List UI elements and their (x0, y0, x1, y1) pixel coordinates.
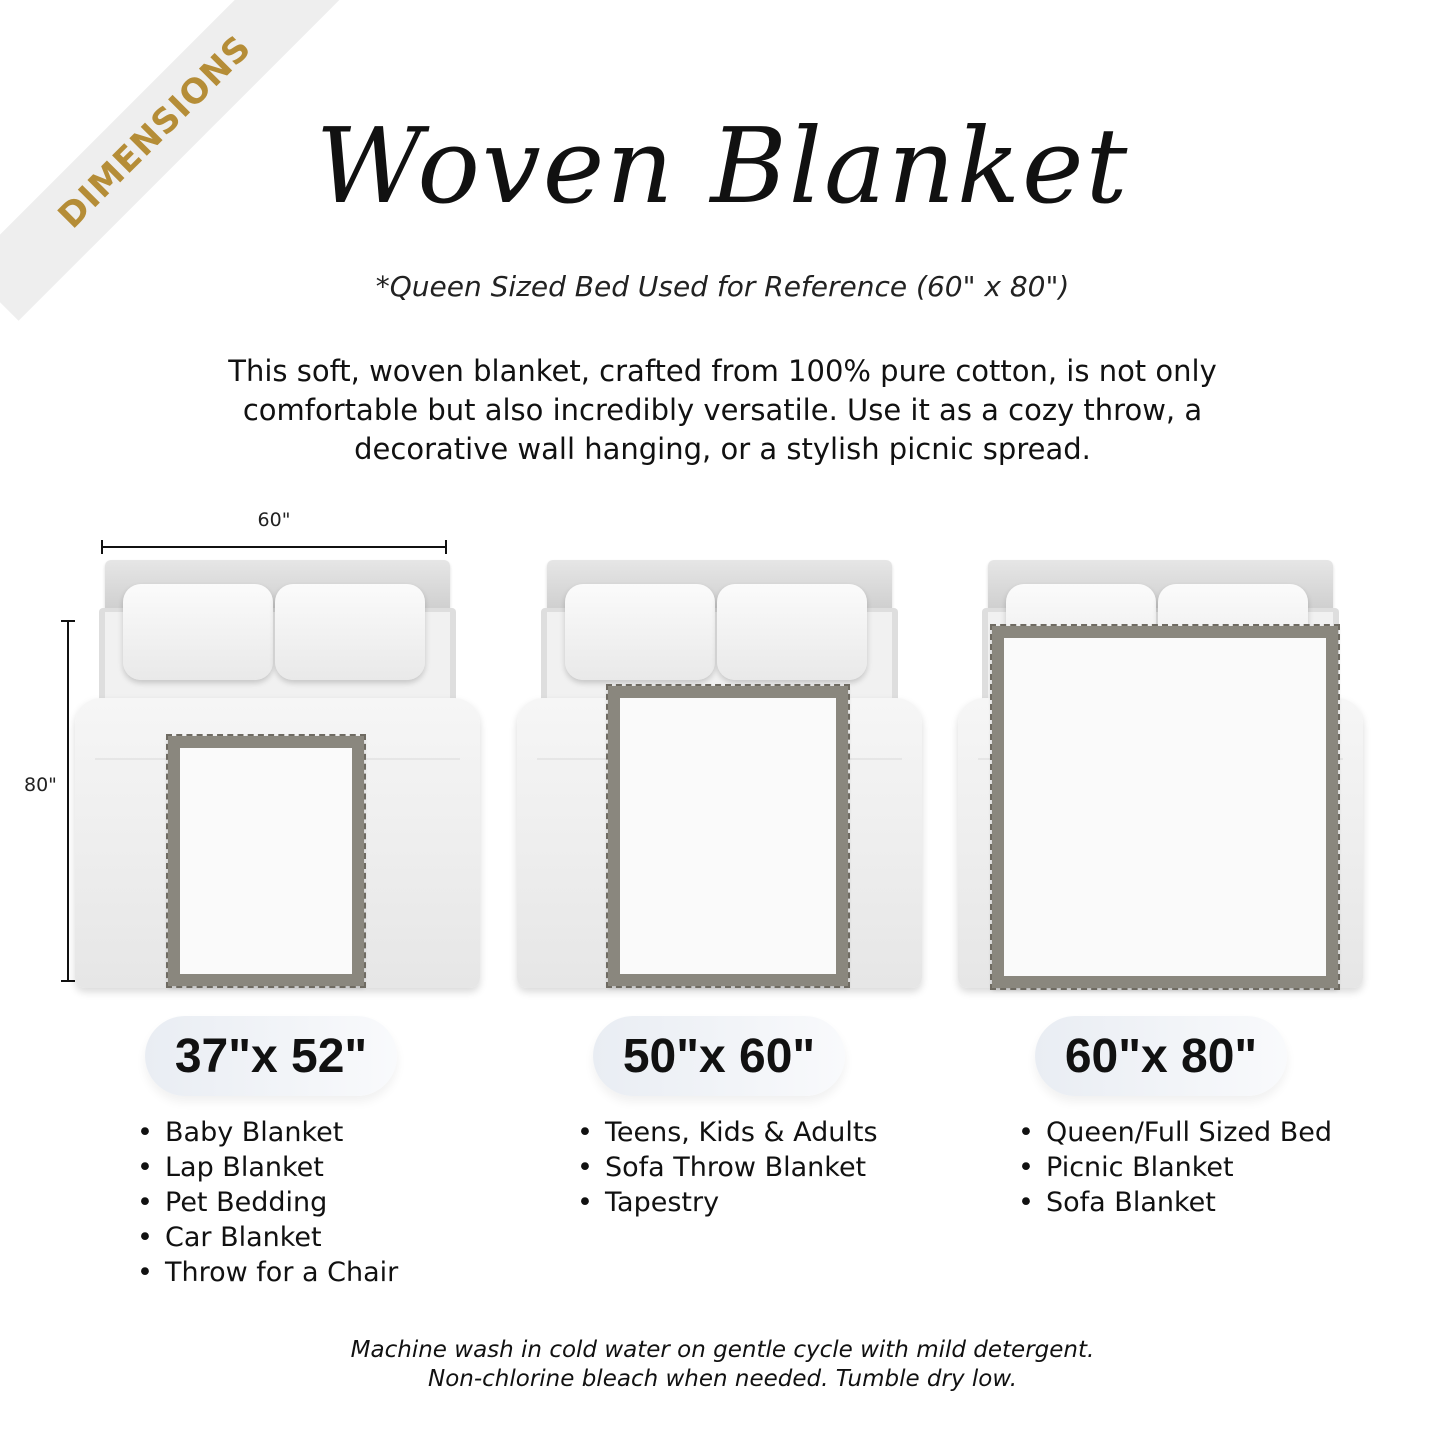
care-instructions (0, 1336, 1445, 1394)
page-title: Woven Blanket (315, 105, 1130, 227)
list-item: • Car Blanket (137, 1220, 398, 1255)
bed-height-dimension-line (67, 620, 69, 982)
pillow (123, 584, 273, 680)
list-item: • Tapestry (577, 1185, 878, 1220)
list-item: • Sofa Throw Blanket (577, 1150, 878, 1185)
size-badge-37x52: 37"x 52" (145, 1016, 397, 1096)
pillow (717, 584, 867, 680)
blanket-small (168, 736, 364, 986)
bed-width-label: 60" (257, 509, 291, 531)
uses-list-50x60 (577, 1115, 878, 1220)
blanket-large (992, 626, 1338, 988)
ribbon-label: DIMENSIONS (50, 27, 260, 237)
list-item: • Picnic Blanket (1018, 1150, 1332, 1185)
uses-list-37x52 (137, 1115, 398, 1290)
list-item: • Throw for a Chair (137, 1255, 398, 1290)
list-item: • Queen/Full Sized Bed (1018, 1115, 1332, 1150)
care-line-2: Non-chlorine bleach when needed. Tumble dry low. (427, 1366, 1018, 1392)
bed-width-dimension-line (101, 546, 447, 548)
size-badge-60x80: 60"x 80" (1035, 1016, 1287, 1096)
list-item: • Pet Bedding (137, 1185, 398, 1220)
list-item: • Baby Blanket (137, 1115, 398, 1150)
uses-list-60x80 (1018, 1115, 1332, 1220)
list-item: • Sofa Blanket (1018, 1185, 1332, 1220)
bed-height-label: 80" (24, 774, 57, 796)
size-badge-50x60: 50"x 60" (593, 1016, 845, 1096)
pillow (275, 584, 425, 680)
list-item: • Lap Blanket (137, 1150, 398, 1185)
product-description: This soft, woven blanket, crafted from 100% pure cotton, is not only comfortable but also incredibly versatile. Use it as a cozy throw, a decorative wall hanging, or a stylish picnic spread. (228, 354, 1217, 466)
page-subtitle: *Queen Sized Bed Used for Reference (60" x 80") (375, 270, 1070, 303)
pillow (565, 584, 715, 680)
blanket-medium (608, 686, 848, 986)
list-item: • Teens, Kids & Adults (577, 1115, 878, 1150)
care-line-1: Machine wash in cold water on gentle cycle with mild detergent. (350, 1337, 1095, 1363)
